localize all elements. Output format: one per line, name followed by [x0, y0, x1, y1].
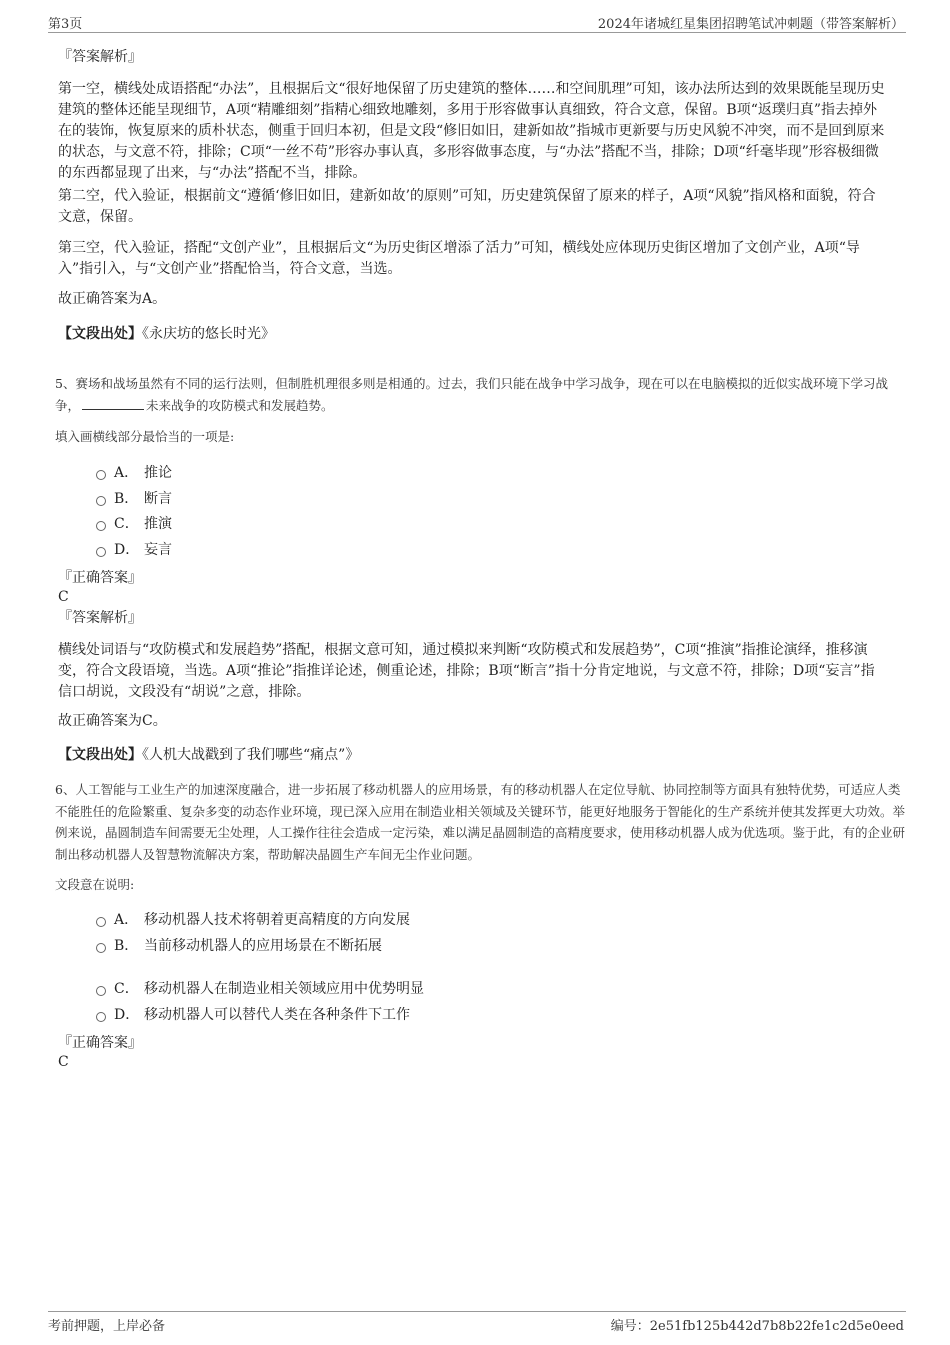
- document-title: 2024年诸城红星集团招聘笔试冲刺题（带答案解析）: [597, 17, 904, 32]
- q5-stem: [55, 373, 905, 416]
- q5-option-c[interactable]: C． 推演: [96, 514, 172, 534]
- q4-source-title: 《永庆坊的悠长时光》: [142, 326, 275, 342]
- q5-correct-answer: C: [58, 589, 69, 605]
- footer-slogan: 考前押题，上岸必备: [48, 1319, 166, 1334]
- radio-button[interactable]: [96, 521, 106, 531]
- q5-conclusion: 故正确答案为C。: [58, 713, 167, 729]
- q4-conclusion: 故正确答案为A。: [58, 291, 167, 307]
- q6-correct-heading: 『正确答案』: [58, 1035, 142, 1051]
- footer-code: [611, 1315, 904, 1334]
- q5-stem-part1: 5、赛场和战场虽然有不同的运行法则，但制胜机理很多则是相通的。过去，我们只能在战争中学习战争，现在可以在电脑模拟的近似实战环境下学习战争，: [55, 376, 888, 413]
- q5-prompt: 填入画横线部分最恰当的一项是:: [55, 429, 235, 444]
- footer-code-value: 2e51fb125b442d7b8b22fe1c2d5e0eed: [649, 1319, 904, 1334]
- q6-option-d[interactable]: D． 移动机器人可以替代人类在各种条件下工作: [96, 1005, 410, 1025]
- q6-option-a[interactable]: A． 移动机器人技术将朝着更高精度的方向发展: [96, 910, 410, 930]
- q6-prompt: 文段意在说明:: [55, 877, 135, 892]
- radio-button[interactable]: [96, 496, 106, 506]
- header-divider: [48, 32, 906, 33]
- radio-button[interactable]: [96, 986, 106, 996]
- q5-stem-part2: 未来战争的攻防模式和发展趋势。: [146, 397, 334, 413]
- footer-divider: [48, 1311, 906, 1312]
- q6-stem: 6、人工智能与工业生产的加速深度融合，进一步拓展了移动机器人的应用场景，有的移动机器人在定位导航、协同控制等方面具有独特优势，可适应人类不能胜任的危险繁重、复杂多变的动态作业环境，现已深入应用在制造业相关领域及关键环节，能更好地服务于智能化的生产系统并使其发挥更大功效。举例来说，晶圆制造车间需要无尘处理，人工操作往往会造成一定污染，难以满足晶圆制造的高精度要求，使用移动机器人成为优选项。鉴于此，有的企业研制出移动机器人及智慧物流解决方案，帮助解决晶圆生产车间无尘作业问题。: [55, 782, 906, 862]
- q5-option-b[interactable]: B． 断言: [96, 489, 172, 509]
- q4-analysis-heading: 『答案解析』: [58, 49, 142, 65]
- q5-option-a[interactable]: A． 推论: [96, 463, 172, 483]
- q6-option-b[interactable]: B． 当前移动机器人的应用场景在不断拓展: [96, 936, 382, 956]
- page-number: 第3页: [48, 17, 83, 32]
- q4-analysis-paragraph-3: 第三空，代入验证，搭配“文创产业”，且根据后文“为历史街区增添了活力”可知，横线处应体现历史街区增加了文创产业，A项“导入”指引入，与“文创产业”搭配恰当，符合文意，当选。: [58, 240, 860, 277]
- q5-analysis-heading: 『答案解析』: [58, 610, 142, 626]
- q5-source-label: 【文段出处】: [58, 747, 142, 763]
- q5-analysis-paragraph: 横线处词语与“攻防模式和发展趋势”搭配，根据文意可知，通过模拟来判断“攻防模式和发展趋势”，C项“推演”指推论演绎，推移演变，符合文段语境，当选。A项“推论”指推详论述，侧重论述，排除；B项“断言”指十分肯定地说，与文意不符，排除；D项“妄言”指信口胡说，文段没有“胡说”之意，排除。: [58, 642, 875, 700]
- q4-analysis-paragraph-2: 第二空，代入验证，根据前文“遵循‘修旧如旧，建新如故’的原则”可知，历史建筑保留了原来的样子，A项“风貌”指风格和面貌，符合文意，保留。: [58, 188, 876, 225]
- radio-button[interactable]: [96, 547, 106, 557]
- radio-button[interactable]: [96, 470, 106, 480]
- q5-source: [58, 745, 359, 765]
- q4-analysis-paragraph-1: 第一空，横线处成语搭配“办法”，且根据后文“很好地保留了历史建筑的整体……和空间肌理”可知，该办法所达到的效果既能呈现历史建筑的整体还能呈现细节，A项“精雕细刻”指精心细致地雕刻，多用于形容做事认真细致，符合文意，保留。B项“返璞归真”指去掉外在的装饰，恢复原来的质朴状态，侧重于回归本初，但是文段“修旧如旧，建新如故”指城市更新要与历史风貌不冲突，而不是回到原来的状态，与文意不符，排除；C项“一丝不苟”形容办事认真，多形容做事态度，与“办法”搭配不当，排除；D项“纤毫毕现”形容极细微的东西都显现了出来，与“办法”搭配不当，排除。: [58, 81, 885, 181]
- q5-option-d[interactable]: D． 妄言: [96, 540, 172, 560]
- q4-source-label: 【文段出处】: [58, 326, 142, 342]
- q6-correct-answer: C: [58, 1054, 69, 1070]
- q5-source-title: 《人机大战戳到了我们哪些“痛点”》: [142, 747, 360, 763]
- q5-answer-blank: [82, 397, 144, 410]
- q4-source: [58, 324, 275, 344]
- radio-button[interactable]: [96, 943, 106, 953]
- q5-correct-heading: 『正确答案』: [58, 570, 142, 586]
- q6-option-c[interactable]: C． 移动机器人在制造业相关领域应用中优势明显: [96, 979, 424, 999]
- footer-code-label: 编号：: [610, 1319, 650, 1334]
- radio-button[interactable]: [96, 1012, 106, 1022]
- radio-button[interactable]: [96, 917, 106, 927]
